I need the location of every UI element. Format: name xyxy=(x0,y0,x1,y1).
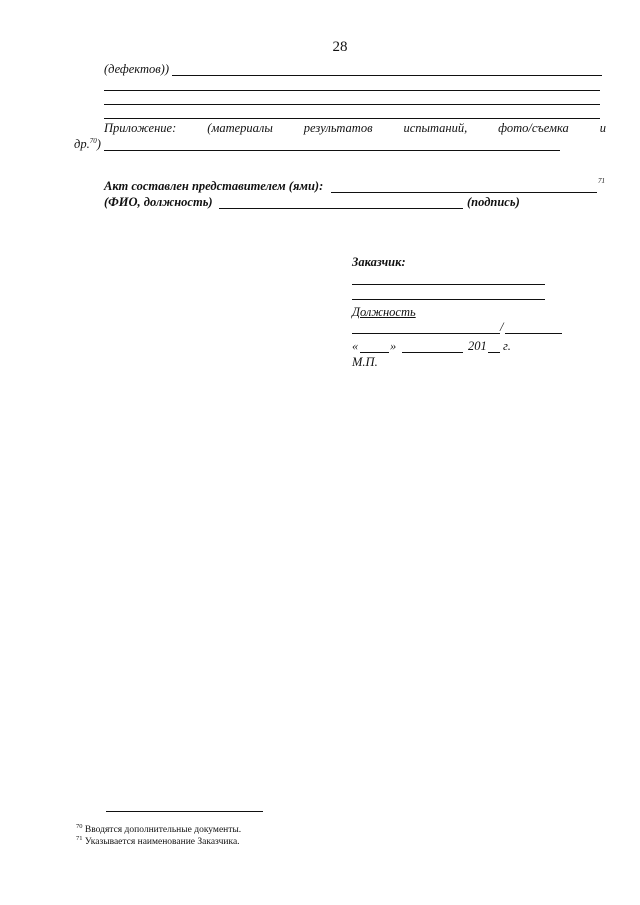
slash: / xyxy=(500,320,504,334)
customer-signature-line xyxy=(352,333,500,334)
appendix-word: Приложение: xyxy=(104,121,177,135)
year-prefix: 201 xyxy=(468,339,487,353)
defects-label: (дефектов)) xyxy=(104,62,170,76)
footnote-71 xyxy=(76,834,240,847)
customer-name-line-1 xyxy=(352,284,545,285)
appendix-line xyxy=(104,121,606,136)
appendix-continuation-text: др. xyxy=(74,137,90,151)
appendix-word: фото/съемка xyxy=(498,121,569,135)
defects-fill-line xyxy=(172,75,602,76)
act-composed-label: Акт составлен представителем (ями): xyxy=(104,179,324,193)
footnote-70 xyxy=(76,822,242,835)
date-year-line xyxy=(488,352,500,353)
signature-label: (подпись) xyxy=(467,195,520,209)
appendix-word: (материалы xyxy=(207,121,273,135)
customer-name-line-2 xyxy=(352,299,545,300)
footnote-71-text: Указывается наименование Заказчика. xyxy=(84,837,240,847)
act-composed-fill-line xyxy=(331,192,597,193)
footnote-70-ref: 70 xyxy=(76,822,83,830)
footnote-ref-70: 70 xyxy=(89,136,97,145)
year-suffix: г. xyxy=(503,339,511,353)
appendix-continuation xyxy=(74,137,101,152)
defects-line-4 xyxy=(104,118,600,119)
appendix-fill-line xyxy=(104,150,560,151)
appendix-word: результатов xyxy=(303,121,373,135)
customer-title: Заказчик: xyxy=(352,255,406,269)
appendix-closing: ) xyxy=(96,137,101,151)
defects-line-3 xyxy=(104,104,600,105)
page-number: 28 xyxy=(332,39,348,55)
appendix-word: и xyxy=(599,121,606,135)
position-label: Должность xyxy=(352,305,416,319)
customer-decipher-line xyxy=(505,333,562,334)
date-month-line xyxy=(402,352,463,353)
footnote-separator xyxy=(106,811,263,812)
fio-fill-line xyxy=(219,208,463,209)
appendix-word: испытаний, xyxy=(403,121,468,135)
date-close-quote: » xyxy=(390,339,397,353)
footnote-71-ref: 71 xyxy=(76,834,83,842)
date-open-quote: « xyxy=(352,339,359,353)
fio-label: (ФИО, должность) xyxy=(104,195,213,209)
defects-line-2 xyxy=(104,90,600,91)
footnote-70-text: Вводятся дополнительные документы. xyxy=(84,825,242,835)
date-day-line xyxy=(360,352,389,353)
stamp-label: М.П. xyxy=(352,355,378,369)
footnote-ref-71: 71 xyxy=(598,177,605,185)
